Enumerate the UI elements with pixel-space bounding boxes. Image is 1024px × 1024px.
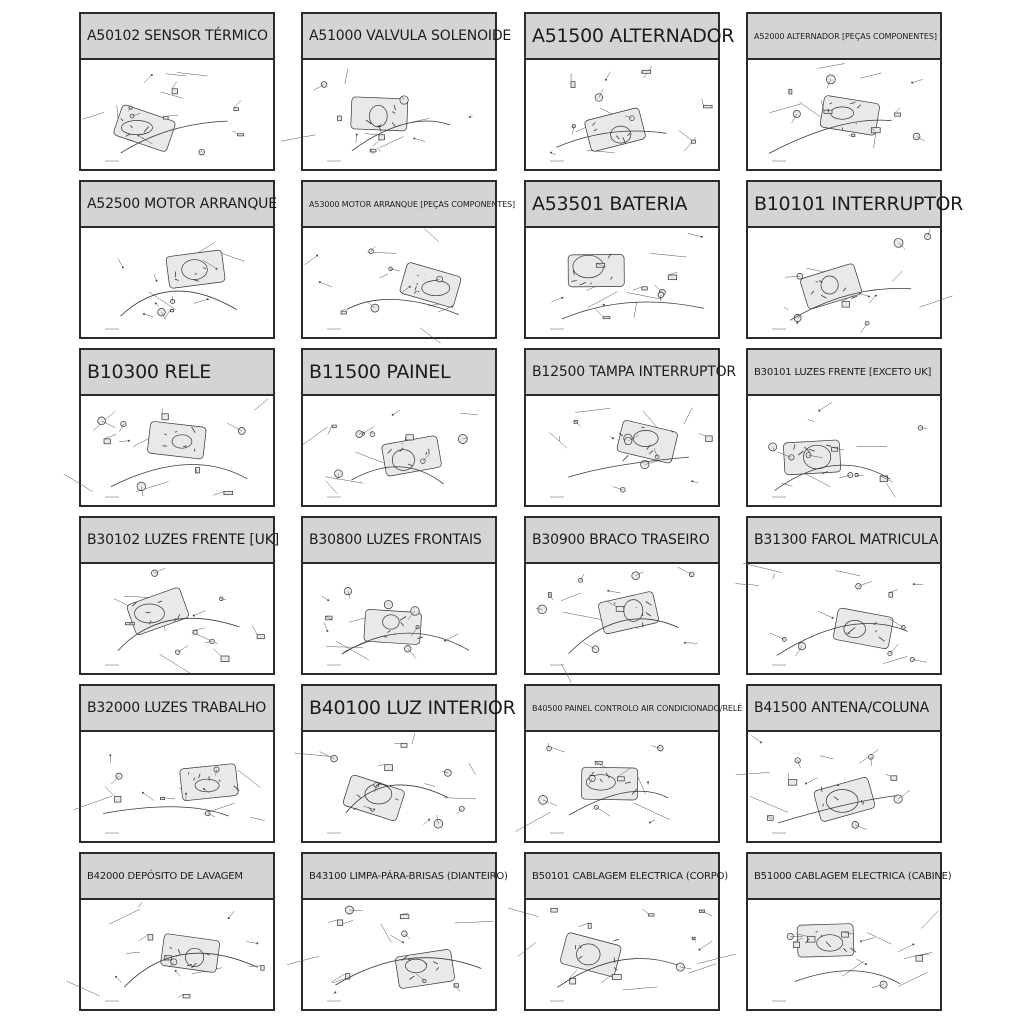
exploded-diagram — [303, 732, 495, 841]
exploded-diagram — [748, 732, 940, 841]
catalog-card[interactable] — [79, 180, 275, 339]
catalog-card[interactable] — [524, 852, 728, 1011]
card-title: A53000 MOTOR ARRANQUE [PEÇAS COMPONENTES] — [303, 182, 495, 228]
card-diagram — [748, 732, 940, 841]
card-title: A50102 SENSOR TÉRMICO — [81, 14, 273, 60]
card-diagram — [526, 60, 718, 169]
catalog-card[interactable] — [301, 348, 497, 507]
card-title: B12500 TAMPA INTERRUPTOR — [526, 350, 718, 396]
card-title: B40500 PAINEL CONTROLO AIR CONDICIONADO/RELÉ — [526, 686, 718, 732]
card-diagram — [303, 900, 495, 1009]
catalog-card[interactable] — [79, 684, 275, 843]
catalog-card[interactable] — [524, 348, 736, 507]
card-diagram — [526, 564, 718, 673]
exploded-diagram — [81, 732, 273, 841]
exploded-diagram — [526, 396, 718, 505]
card-title: B30102 LUZES FRENTE [UK] — [81, 518, 273, 564]
catalog-card[interactable] — [746, 12, 942, 171]
catalog-card[interactable] — [524, 684, 743, 843]
catalog-card[interactable] — [301, 180, 516, 339]
card-title: B50101 CABLAGEM ELECTRICA (CORPO) — [526, 854, 718, 900]
card-title: B10300 RELE — [81, 350, 273, 396]
catalog-card[interactable] — [746, 516, 942, 675]
exploded-diagram — [748, 900, 940, 1009]
catalog-card[interactable] — [746, 180, 964, 339]
catalog-card[interactable] — [524, 12, 735, 171]
card-title: A51500 ALTERNADOR — [526, 14, 718, 60]
card-title: B42000 DEPÓSITO DE LAVAGEM — [81, 854, 273, 900]
catalog-card[interactable] — [524, 180, 720, 339]
card-title: B10101 INTERRUPTOR — [748, 182, 940, 228]
card-title: B40100 LUZ INTERIOR — [303, 686, 495, 732]
catalog-card[interactable] — [301, 516, 497, 675]
catalog-card[interactable] — [301, 12, 512, 171]
exploded-diagram — [81, 564, 273, 673]
exploded-diagram — [81, 228, 273, 337]
exploded-diagram — [303, 228, 495, 337]
card-diagram — [303, 564, 495, 673]
exploded-diagram — [81, 60, 273, 169]
exploded-diagram — [748, 228, 940, 337]
exploded-diagram — [526, 732, 718, 841]
exploded-diagram — [526, 900, 718, 1009]
card-diagram — [81, 228, 273, 337]
catalog-card[interactable] — [79, 348, 275, 507]
exploded-diagram — [303, 396, 495, 505]
card-diagram — [748, 396, 940, 505]
card-title: A52500 MOTOR ARRANQUE — [81, 182, 273, 228]
catalog-card[interactable] — [301, 684, 516, 843]
card-title: A52000 ALTERNADOR [PEÇAS COMPONENTES] — [748, 14, 940, 60]
card-title: A53501 BATERIA — [526, 182, 718, 228]
card-title: B11500 PAINEL — [303, 350, 495, 396]
exploded-diagram — [303, 564, 495, 673]
card-diagram — [526, 396, 718, 505]
exploded-diagram — [526, 60, 718, 169]
card-title: A51000 VALVULA SOLENOIDE — [303, 14, 495, 60]
catalog-card[interactable] — [746, 852, 952, 1011]
card-diagram — [526, 228, 718, 337]
card-diagram — [81, 900, 273, 1009]
card-title: B41500 ANTENA/COLUNA — [748, 686, 940, 732]
card-title: B30101 LUZES FRENTE [EXCETO UK] — [748, 350, 940, 396]
catalog-card[interactable] — [746, 684, 942, 843]
card-title: B30800 LUZES FRONTAIS — [303, 518, 495, 564]
catalog-card[interactable] — [79, 12, 275, 171]
exploded-diagram — [526, 228, 718, 337]
card-diagram — [81, 60, 273, 169]
card-diagram — [526, 900, 718, 1009]
catalog-card[interactable] — [79, 852, 275, 1011]
catalog-card[interactable] — [746, 348, 942, 507]
card-title: B31300 FAROL MATRICULA — [748, 518, 940, 564]
card-title: B30900 BRACO TRASEIRO — [526, 518, 718, 564]
exploded-diagram — [748, 564, 940, 673]
catalog-card[interactable] — [301, 852, 508, 1011]
card-title: B51000 CABLAGEM ELECTRICA (CABINE) — [748, 854, 940, 900]
card-diagram — [81, 396, 273, 505]
card-diagram — [748, 60, 940, 169]
card-diagram — [81, 732, 273, 841]
card-diagram — [81, 564, 273, 673]
exploded-diagram — [81, 900, 273, 1009]
exploded-diagram — [303, 900, 495, 1009]
card-diagram — [748, 564, 940, 673]
card-diagram — [303, 228, 495, 337]
exploded-diagram — [748, 60, 940, 169]
catalog-card[interactable] — [79, 516, 279, 675]
card-title: B32000 LUZES TRABALHO — [81, 686, 273, 732]
exploded-diagram — [526, 564, 718, 673]
exploded-diagram — [81, 396, 273, 505]
catalog-card[interactable] — [524, 516, 720, 675]
exploded-diagram — [303, 60, 495, 169]
card-title: B43100 LIMPA-PÁRA-BRISAS (DIANTEIRO) — [303, 854, 495, 900]
card-diagram — [303, 60, 495, 169]
card-diagram — [526, 732, 718, 841]
card-diagram — [748, 900, 940, 1009]
card-diagram — [303, 396, 495, 505]
card-diagram — [303, 732, 495, 841]
exploded-diagram — [748, 396, 940, 505]
card-diagram — [748, 228, 940, 337]
